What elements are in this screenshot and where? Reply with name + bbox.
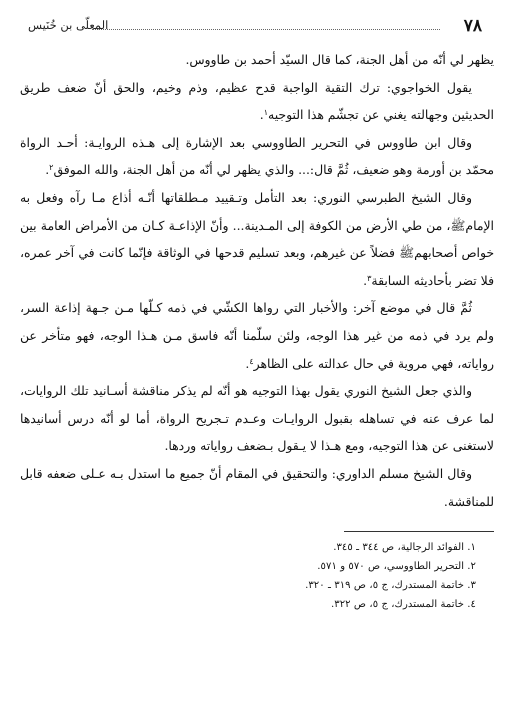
footnote-separator [344,531,494,532]
body-text [14,46,500,515]
footnote-4: ٤. خاتمة المستدرك، ج ٥، ص ٣٢٢. [330,599,476,611]
page-number: ٧٨ [463,16,482,36]
footnote-mark-3[interactable]: ٣ [367,273,372,283]
paragraph-1: يظهر لي أنّه من أهل الجنة، كما قال السيّد أحمد بن طاووس. [185,52,494,67]
footnote-mark-4[interactable]: ٤ [249,356,254,366]
footnote-mark-1[interactable]: ١ [263,108,269,118]
paragraph-6: والذي جعل الشيخ النوري يقول بهذا التوجيه هو أنّه لم يذكر مناقشة أسـانيد تلك الروايات، لما عرف عنه في تساهله بقبول الروايـات وعـدم تـجريح الرواة، أما لو أنّه درس أسانيدها لاستغنى عن هذا التوجيه، ومع هـذا لا يـقول بـضعف رواياته وردها. [20,383,494,454]
header-dotted-rule [92,29,440,30]
footnote-mark-2[interactable]: ٢ [49,163,54,173]
paragraph-7: وقال الشيخ مسلم الداوري: والتحقيق في المقام أنّ جميع ما استدل بـه عـلى ضعفه قابل للمناقشة. [20,465,494,509]
footnote-3: ٣. خاتمة المستدرك، ج ٥، ص ٣١٩ ـ ٣٢٠. [305,580,476,592]
paragraph-5: ثُمَّ قال في موضع آخر: والأخبار التي رواها الكشّي في ذمه كـلّها مـن جـهة إذاعة السر، ولم يرد في ذمه من غير هذا الوجه، ولئن سلّمنا أنّه فاسق مـن هـذا الوجه، فهو متأخر عن رواياته، فهي مروية في حال عدالته على الظاهر$^٤$. [20,300,494,371]
running-title: المعلّى بن خُنَيس [28,18,109,32]
page-header [14,10,500,36]
paragraph-3: وقال ابن طاووس في التحرير الطاووسي بعد الإشارة إلى هـذه الروايـة: أحـد الرواة محمّد بن أورمة وهو ضعيف، ثُمَّ قال:... والذي يظهر لي أنّه من أهل الجنة، والله الموفق$^٢$. [20,134,494,178]
footnotes [14,538,500,614]
footnote-2: ٢. التحرير الطاووسي، ص ٥٧٠ و ٥٧١. [317,561,476,573]
footnote-1: ١. الفوائد الرجالية، ص ٣٤٤ ـ ٣٤٥. [333,542,476,554]
paragraph-4: وقال الشيخ الطبرسي النوري: بعد التأمل وتـقييد مـطلقاتها أنّـه أذاع مـا رآه وفعل به الإمامﷺ، من طي الأرض من الكوفة إلى المـدينة... وأنّ الإذاعـة كـان من الأمراض العامة بين خواص أصحابهمﷺ فضلاً عن غيرهم، وبعد تسليم قدحها في الوثاقة فإنّما كانت في آخر عمره، فلا تضر بأحاديثه السابقة$^٣$. [20,189,494,288]
paragraph-2: يقول الخواجوي: ترك التقية الواجبة قدح عظيم، وذم وخيم، والحق أنّ ضعف طريق الحديثين وجهالته يغني عن تجشّم هذا التوجيه$^١$. [20,79,494,123]
